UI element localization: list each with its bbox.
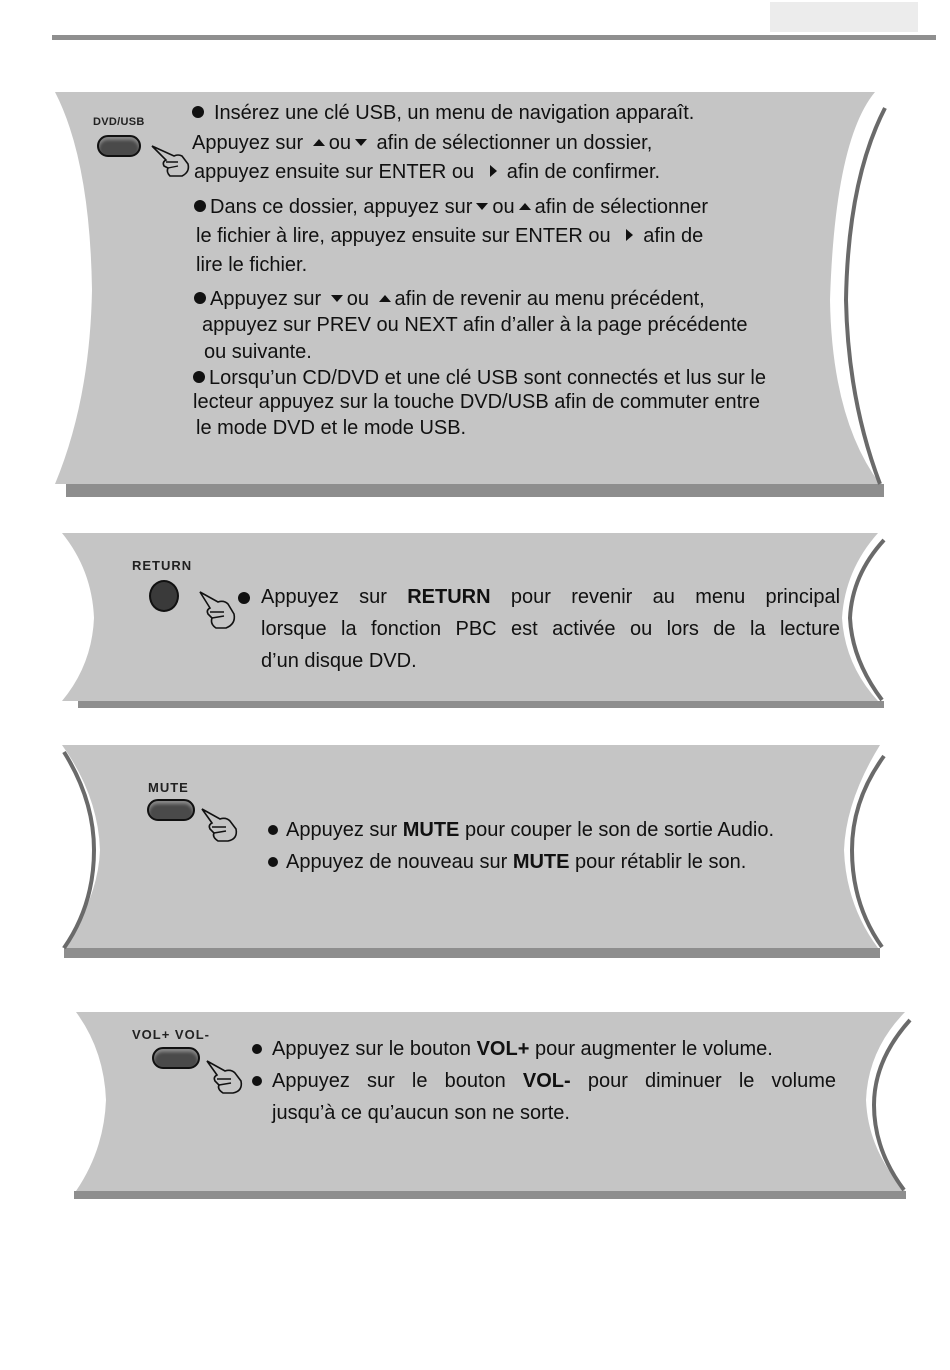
text: Appuyez sur [261,586,408,608]
panel-body [62,745,880,948]
dvd-usb-button-label: DVD/USB [93,116,145,128]
pointing-hand-icon [203,1057,249,1097]
text-line: le mode DVD et le mode USB. [196,417,467,439]
bullet-icon [193,371,205,383]
text-line [194,160,660,184]
text-line: lire le fichier. [196,254,308,276]
mute-button [147,799,195,821]
pointing-hand-icon [198,805,244,845]
vol-line-3: jusqu’à ce qu’aucun son ne sorte. [272,1102,570,1124]
panel-shadow [74,1191,906,1199]
up-arrow-icon [313,139,325,146]
text-line [196,224,703,248]
bullet-icon [194,292,206,304]
vol-line-2 [272,1065,836,1097]
up-arrow-icon [379,295,391,302]
text-line: ou suivante. [204,341,312,363]
down-arrow-icon [476,203,488,210]
text: afin de sélectionner un dossier, [370,132,653,154]
text: ou [492,196,515,218]
pointing-hand-icon [196,586,242,632]
text: VOL- [522,1070,571,1092]
text: afin de [643,225,704,247]
text: afin de revenir au menu précédent, [394,288,705,310]
text: Lorsqu’un CD/DVD et une clé USB sont connectés et lus sur le [209,367,766,389]
mute-line-2 [268,850,746,874]
mute-button-label: MUTE [148,780,189,795]
text-line [192,101,694,125]
text: pour augmenter le volume. [529,1038,773,1060]
text: MUTE [512,851,570,873]
panel-edge [846,108,885,484]
text-line [194,195,708,219]
panel-shadow [66,484,884,497]
text: appuyez ensuite sur ENTER ou [194,161,480,183]
text: pour diminuer le volume [570,1070,836,1092]
text: le fichier à lire, appuyez ensuite sur ENTER ou [196,225,617,247]
panel-shadow [78,701,884,708]
text: pour revenir au menu principal [490,586,841,608]
text: RETURN [407,586,491,608]
text: MUTE [402,819,460,841]
bullet-icon [192,106,204,118]
vol-button [152,1047,200,1069]
text: afin de sélectionner [534,196,709,218]
return-line-1 [261,581,840,613]
right-arrow-icon [490,165,497,177]
text-line: lecteur appuyez sur la touche DVD/USB afin de commuter entre [193,391,760,413]
bullet-icon [268,825,278,835]
return-line-3: d’un disque DVD. [261,650,417,672]
text: Appuyez sur [192,132,309,154]
text: pour rétablir le son. [569,851,747,873]
down-arrow-icon [331,295,343,302]
right-arrow-icon [626,229,633,241]
return-button-label: RETURN [132,558,193,573]
dvd-usb-button [97,135,141,157]
pointing-hand-icon [148,136,196,180]
mute-line-1 [268,818,774,842]
text-line: appuyez sur PREV ou NEXT afin d’aller à la page précédente [202,314,748,336]
bullet-icon [252,1076,262,1086]
panel-shadow [64,948,880,958]
text: ou [346,288,375,310]
text: Appuyez de nouveau sur [286,851,513,873]
text: Appuyez sur le bouton [272,1070,523,1092]
bullet-icon [252,1044,262,1054]
text-line [192,131,652,155]
text-line [193,366,766,390]
text: VOL+ [476,1038,530,1060]
text: ou [328,132,351,154]
up-arrow-icon [519,203,531,210]
vol-line-1 [272,1037,773,1061]
text: afin de confirmer. [506,161,661,183]
vol-button-label: VOL+ VOL- [132,1027,210,1042]
text: Appuyez sur le bouton [272,1038,477,1060]
text-line [194,287,705,311]
text: Insérez une clé USB, un menu de navigation apparaît. [214,102,695,124]
text: pour couper le son de sortie Audio. [459,819,775,841]
return-line-2: lorsque la fonction PBC est activée ou lors de la lecture [261,618,840,640]
return-button [149,580,179,612]
bullet-icon [194,200,206,212]
text: Appuyez sur [286,819,403,841]
text: Appuyez sur [210,288,327,310]
bullet-icon [268,857,278,867]
bullet-icon [238,592,250,604]
text: Dans ce dossier, appuyez sur [210,196,473,218]
down-arrow-icon [355,139,367,146]
